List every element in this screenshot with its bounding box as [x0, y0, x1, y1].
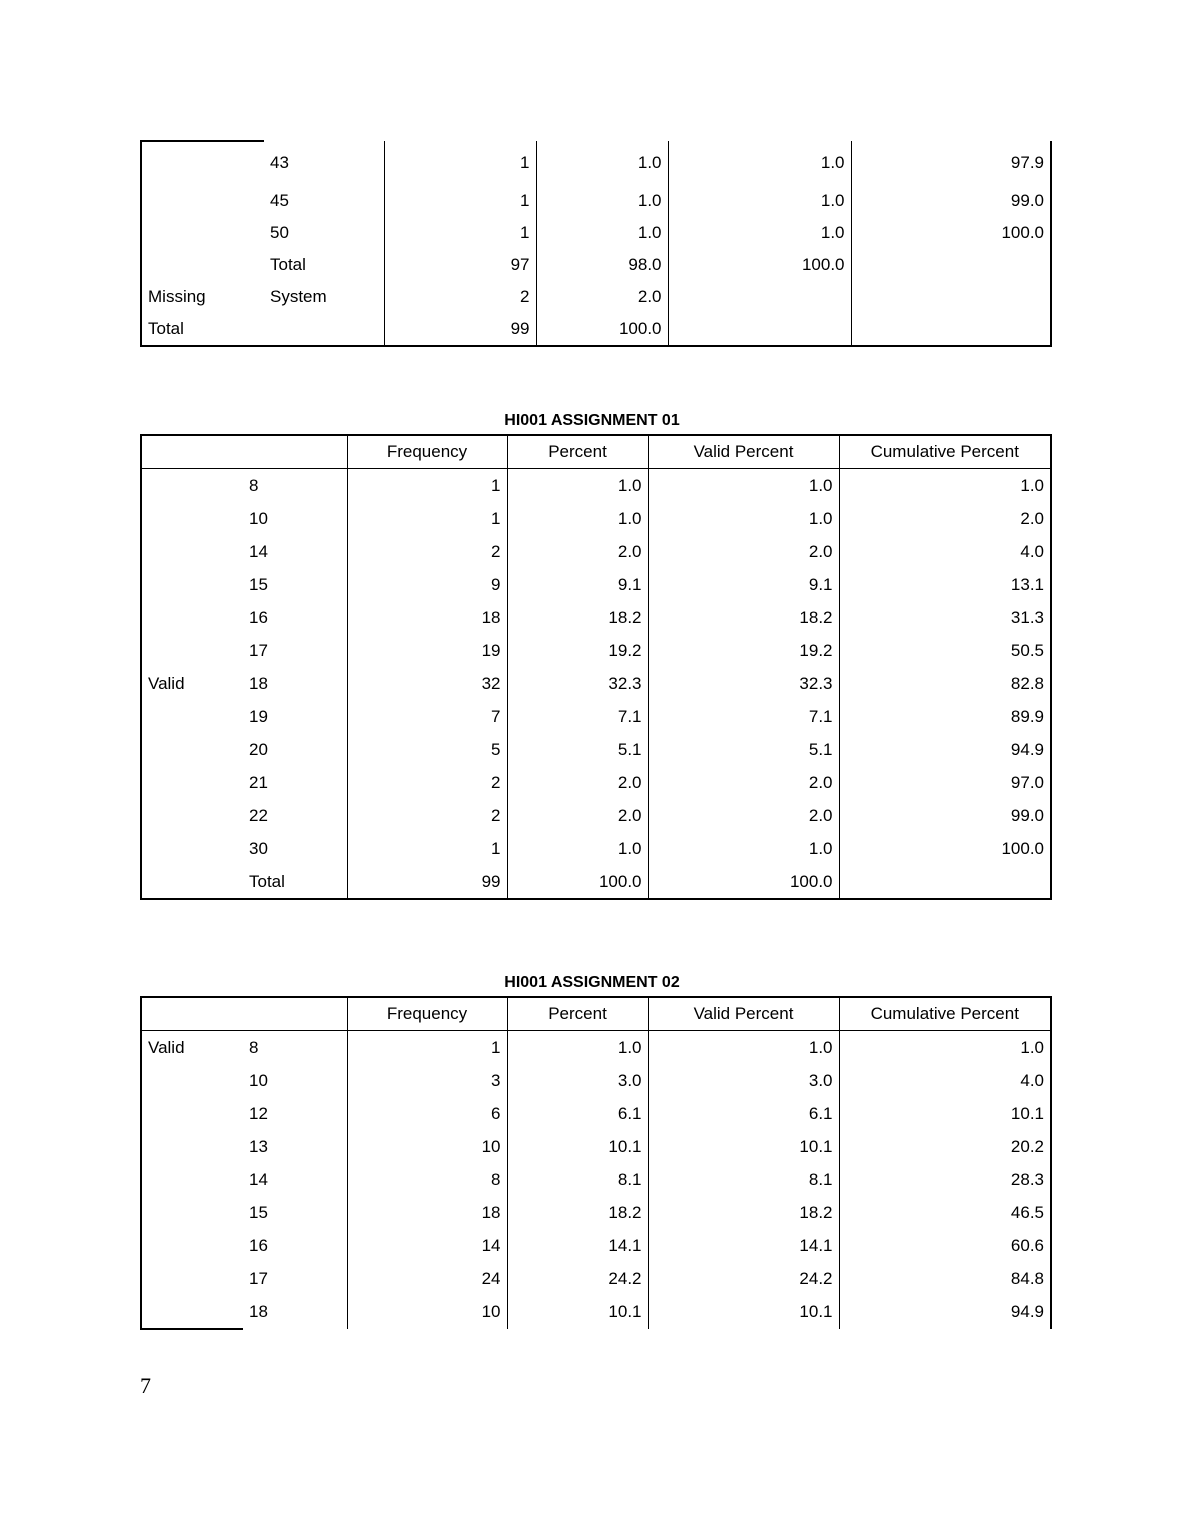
table-row: [141, 1229, 1051, 1262]
table-cell: 100.0: [648, 865, 839, 899]
table-cell: 1: [347, 469, 507, 503]
column-header: Percent: [507, 997, 648, 1031]
table-cell: [851, 281, 1051, 313]
table-cell: [141, 865, 243, 899]
table-cell: 13.1: [839, 568, 1051, 601]
table-cell: 18: [243, 1295, 347, 1329]
table-cell: 16: [243, 1229, 347, 1262]
table-cell: Valid: [141, 667, 243, 700]
table-cell: 15: [243, 568, 347, 601]
table-cell: 50.5: [839, 634, 1051, 667]
table-cell: 1: [347, 1031, 507, 1065]
table-cell: [141, 1097, 243, 1130]
table-cell: 2.0: [507, 535, 648, 568]
assignment01-title: HI001 ASSIGNMENT 01: [504, 412, 680, 429]
table-cell: 9.1: [648, 568, 839, 601]
table-cell: 8.1: [648, 1163, 839, 1196]
table-cell: [851, 313, 1051, 346]
table-cell: 50: [264, 217, 384, 249]
table-cell: [141, 733, 243, 766]
table-cell: 99.0: [839, 799, 1051, 832]
table-cell: [839, 865, 1051, 899]
table-cell: 2.0: [839, 502, 1051, 535]
table-row: [141, 535, 1051, 568]
table-cell: 10.1: [507, 1295, 648, 1329]
column-header: Frequency: [347, 997, 507, 1031]
table-cell: 7: [347, 700, 507, 733]
table-cell: 1.0: [536, 185, 668, 217]
table-cell: 1.0: [648, 502, 839, 535]
table-cell: 16: [243, 601, 347, 634]
table-cell: 8: [347, 1163, 507, 1196]
table-cell: 10.1: [507, 1130, 648, 1163]
table-cell: 94.9: [839, 1295, 1051, 1329]
table-cell: 14: [243, 1163, 347, 1196]
page-number: 7: [140, 1373, 151, 1398]
table-cell: 3.0: [648, 1064, 839, 1097]
table-cell: [141, 1229, 243, 1262]
table-row: [141, 634, 1051, 667]
table-cell: [141, 1163, 243, 1196]
table-cell: 8.1: [507, 1163, 648, 1196]
table-cell: 2: [347, 535, 507, 568]
table-cell: [141, 1262, 243, 1295]
table-row: [141, 313, 1051, 346]
table-row: [141, 832, 1051, 865]
table-cell: 97.9: [851, 141, 1051, 185]
table-cell: 12: [243, 1097, 347, 1130]
table-cell: 10: [347, 1130, 507, 1163]
table-cell: 89.9: [839, 700, 1051, 733]
table-cell: 1.0: [507, 469, 648, 503]
table-cell: 18: [243, 667, 347, 700]
table-cell: 84.8: [839, 1262, 1051, 1295]
table-cell: 98.0: [536, 249, 668, 281]
table-row: [141, 766, 1051, 799]
table-cell: 14: [243, 535, 347, 568]
table-cell: 24: [347, 1262, 507, 1295]
table-cell: [141, 185, 264, 217]
table-cell: 2.0: [536, 281, 668, 313]
table-cell: 8: [243, 469, 347, 503]
column-header: [141, 997, 243, 1031]
column-header: [243, 997, 347, 1031]
table-cell: 18.2: [648, 1196, 839, 1229]
table-cell: [141, 469, 243, 503]
assignment02-table: [140, 996, 1052, 1330]
table-cell: 18: [347, 601, 507, 634]
table-cell: [141, 832, 243, 865]
table-cell: 1.0: [536, 141, 668, 185]
table-cell: 10.1: [648, 1130, 839, 1163]
table-cell: 5.1: [648, 733, 839, 766]
table-row: [141, 799, 1051, 832]
table-cell: 4.0: [839, 1064, 1051, 1097]
table-cell: 2.0: [648, 766, 839, 799]
table-cell: 32.3: [648, 667, 839, 700]
table-cell: [668, 281, 851, 313]
table-cell: 24.2: [507, 1262, 648, 1295]
table-cell: [141, 700, 243, 733]
table-cell: 18.2: [648, 601, 839, 634]
table-cell: 14.1: [648, 1229, 839, 1262]
table-cell: 10.1: [648, 1295, 839, 1329]
table-cell: 17: [243, 1262, 347, 1295]
table-cell: 6: [347, 1097, 507, 1130]
table-cell: 8: [243, 1031, 347, 1065]
column-header: Valid Percent: [648, 435, 839, 469]
table-cell: [141, 766, 243, 799]
table-cell: 45: [264, 185, 384, 217]
table-cell: 1.0: [507, 832, 648, 865]
table-cell: 13: [243, 1130, 347, 1163]
table-cell: 97: [384, 249, 536, 281]
table-cell: [141, 1130, 243, 1163]
table-cell: 2.0: [648, 799, 839, 832]
table-cell: 2: [384, 281, 536, 313]
table-cell: 1.0: [648, 832, 839, 865]
table-cell: 97.0: [839, 766, 1051, 799]
assignment01-table: [140, 434, 1052, 900]
table-row: [141, 217, 1051, 249]
table-row: [141, 502, 1051, 535]
table-cell: 1: [347, 832, 507, 865]
table-cell: 19: [243, 700, 347, 733]
table-row: [141, 1295, 1051, 1329]
table-cell: 2.0: [648, 535, 839, 568]
table-cell: 19: [347, 634, 507, 667]
table-cell: 5: [347, 733, 507, 766]
table-cell: [141, 217, 264, 249]
table-cell: 9: [347, 568, 507, 601]
column-header: [243, 435, 347, 469]
table-header-row: [141, 435, 1051, 469]
table-cell: [141, 1196, 243, 1229]
table-cell: 18.2: [507, 601, 648, 634]
table-cell: 60.6: [839, 1229, 1051, 1262]
table-cell: 100.0: [839, 832, 1051, 865]
table-cell: 28.3: [839, 1163, 1051, 1196]
table-cell: 82.8: [839, 667, 1051, 700]
table-cell: [141, 568, 243, 601]
table-cell: 32: [347, 667, 507, 700]
table-cell: 19.2: [648, 634, 839, 667]
table-cell: [141, 799, 243, 832]
column-header: [141, 435, 243, 469]
table-cell: 5.1: [507, 733, 648, 766]
table-cell: 1.0: [648, 469, 839, 503]
table-cell: [668, 313, 851, 346]
table-cell: 4.0: [839, 535, 1051, 568]
table-cell: 46.5: [839, 1196, 1051, 1229]
table-cell: 10: [347, 1295, 507, 1329]
table-cell: Valid: [141, 1031, 243, 1065]
assignment02-title: HI001 ASSIGNMENT 02: [504, 974, 680, 991]
table-cell: 3: [347, 1064, 507, 1097]
table-cell: 32.3: [507, 667, 648, 700]
table-row: [141, 1130, 1051, 1163]
table-cell: [264, 313, 384, 346]
table-cell: 2: [347, 766, 507, 799]
table-row: [141, 568, 1051, 601]
table-cell: 14: [347, 1229, 507, 1262]
table-cell: [141, 1064, 243, 1097]
table-cell: 18.2: [507, 1196, 648, 1229]
table-cell: 99: [347, 865, 507, 899]
table-cell: 10.1: [839, 1097, 1051, 1130]
table-cell: 1.0: [536, 217, 668, 249]
table-cell: Missing: [141, 281, 264, 313]
table-row: [141, 185, 1051, 217]
table-cell: 2.0: [507, 799, 648, 832]
table-cell: Total: [141, 313, 264, 346]
table-cell: 3.0: [507, 1064, 648, 1097]
table-cell: 31.3: [839, 601, 1051, 634]
table-cell: 7.1: [648, 700, 839, 733]
table-cell: [141, 1295, 243, 1329]
column-header: Valid Percent: [648, 997, 839, 1031]
table-cell: 1.0: [648, 1031, 839, 1065]
table-row: [141, 141, 1051, 185]
table-header-row: [141, 997, 1051, 1031]
table-row: [141, 1031, 1051, 1065]
table-cell: 21: [243, 766, 347, 799]
table-cell: 1.0: [507, 502, 648, 535]
table-cell: System: [264, 281, 384, 313]
table-row: [141, 865, 1051, 899]
table-cell: 1.0: [507, 1031, 648, 1065]
column-header: Cumulative Percent: [839, 997, 1051, 1031]
table-row: [141, 1163, 1051, 1196]
table-row: [141, 1196, 1051, 1229]
table-row: [141, 1064, 1051, 1097]
table-cell: [141, 634, 243, 667]
table-row: [141, 733, 1051, 766]
table-cell: [141, 141, 264, 185]
table-row: [141, 281, 1051, 313]
table-cell: 100.0: [668, 249, 851, 281]
table-cell: 2: [347, 799, 507, 832]
table-cell: 10: [243, 502, 347, 535]
table-cell: 7.1: [507, 700, 648, 733]
table-row: [141, 1262, 1051, 1295]
table-cell: 1.0: [668, 141, 851, 185]
table-cell: 1.0: [668, 217, 851, 249]
column-header: Cumulative Percent: [839, 435, 1051, 469]
table-cell: 22: [243, 799, 347, 832]
table-row: [141, 667, 1051, 700]
table-cell: 20.2: [839, 1130, 1051, 1163]
table-cell: 1: [384, 217, 536, 249]
table-row: [141, 469, 1051, 503]
column-header: Percent: [507, 435, 648, 469]
table-row: [141, 601, 1051, 634]
table-cell: 10: [243, 1064, 347, 1097]
table-row: [141, 700, 1051, 733]
table-cell: 100.0: [851, 217, 1051, 249]
table-cell: 100.0: [536, 313, 668, 346]
table-cell: [141, 535, 243, 568]
table-cell: 6.1: [507, 1097, 648, 1130]
table-cell: Total: [264, 249, 384, 281]
table-cell: 17: [243, 634, 347, 667]
table-cell: 100.0: [507, 865, 648, 899]
table-cell: 1: [384, 185, 536, 217]
table-cell: 94.9: [839, 733, 1051, 766]
table-cell: 6.1: [648, 1097, 839, 1130]
table-cell: 1: [384, 141, 536, 185]
table-cell: 9.1: [507, 568, 648, 601]
table-cell: 2.0: [507, 766, 648, 799]
continued-frequency-table: [140, 140, 1052, 347]
table-cell: 15: [243, 1196, 347, 1229]
table-cell: 1.0: [668, 185, 851, 217]
table-cell: [851, 249, 1051, 281]
table-cell: [141, 249, 264, 281]
table-cell: 30: [243, 832, 347, 865]
table-cell: 99: [384, 313, 536, 346]
table-cell: 1: [347, 502, 507, 535]
table-cell: 1.0: [839, 1031, 1051, 1065]
column-header: Frequency: [347, 435, 507, 469]
table-cell: 19.2: [507, 634, 648, 667]
table-row: [141, 1097, 1051, 1130]
table-cell: Total: [243, 865, 347, 899]
table-cell: 14.1: [507, 1229, 648, 1262]
table-cell: 24.2: [648, 1262, 839, 1295]
table-cell: 18: [347, 1196, 507, 1229]
table-cell: 99.0: [851, 185, 1051, 217]
table-cell: [141, 601, 243, 634]
table-cell: 43: [264, 141, 384, 185]
table-row: [141, 249, 1051, 281]
table-cell: [141, 502, 243, 535]
table-cell: 20: [243, 733, 347, 766]
table-cell: 1.0: [839, 469, 1051, 503]
